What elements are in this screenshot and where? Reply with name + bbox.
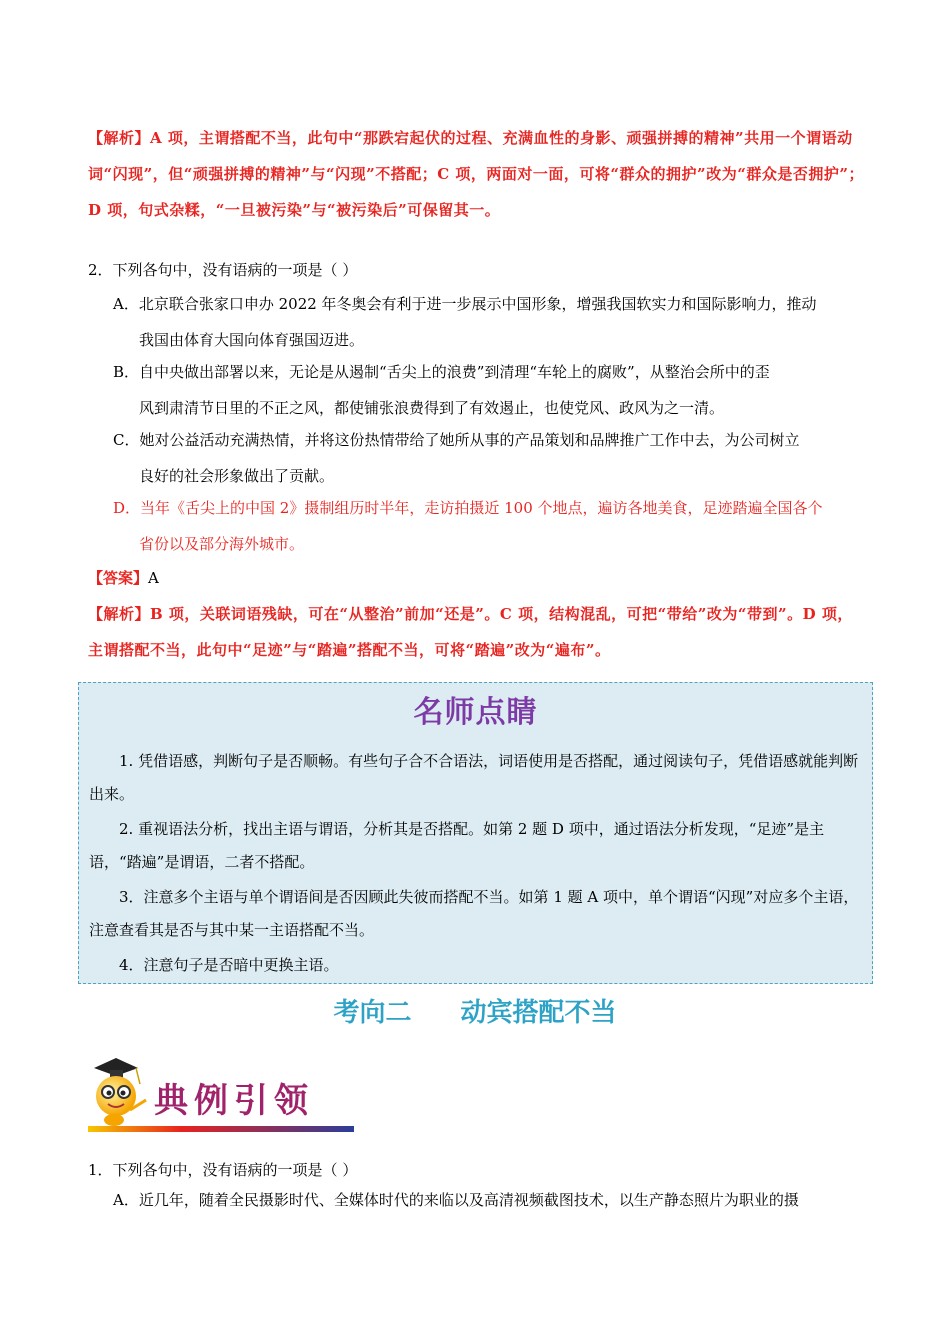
tip-text: 1. 凭借语感，判断句子是否顺畅。有些句子合不合语法，词语使用是否搭配，通过阅读句子，凭借语感就能判断出来。: [89, 752, 859, 803]
analysis-tag: 【解析】: [88, 129, 151, 147]
tips-title: 名师点睛: [413, 695, 538, 730]
example-lead-banner: [86, 1054, 356, 1136]
option-c: [113, 422, 863, 494]
tip-text: 2. 重视语法分析，找出主语与谓语，分析其是否搭配。如第 2 题 D 项中，通过语法分析发现，“足迹”是主语，“踏遍”是谓语，二者不搭配。: [89, 820, 825, 871]
analysis-text: B 项，关联词语残缺，可在“从整治”前加“还是”。C 项，结构混乱，可把“带给”改为“带到”。D 项，主谓搭配不当，此句中“足迹”与“踏遍”搭配不当，可将“踏遍”改为“遍布”。: [88, 605, 853, 659]
tip-item-4: [89, 949, 864, 982]
teacher-tips-box: [78, 682, 873, 984]
option-text-line1: 自中央做出部署以来，无论是从遏制“舌尖上的浪费”到清理“车轮上的腐败”，从整治会所中的歪: [139, 363, 770, 381]
option-text-line1: 北京联合张家口申办 2022 年冬奥会有利于进一步展示中国形象，增强我国软实力和国际影响力，推动: [138, 295, 817, 313]
section-title: 考向二 动宾搭配不当: [333, 998, 617, 1028]
option-label: A．: [113, 295, 139, 313]
answer-value: A: [148, 569, 159, 587]
option-label: B．: [113, 363, 140, 381]
tip-item-3: [89, 881, 864, 947]
analysis-paragraph-1: [88, 120, 868, 228]
banner-text: 典例引领: [154, 1081, 314, 1121]
question-2-stem: 2．下列各句中，没有语病的一项是（ ）: [88, 261, 358, 279]
question-1-option-a: A．近几年，随着全民摄影时代、全媒体时代的来临以及高清视频截图技术，以生产静态照片为职业的摄: [113, 1191, 799, 1209]
option-text-line2: 风到肃清节日里的不正之风，都使铺张浪费得到了有效遏止，也使党风、政风为之一清。: [139, 399, 725, 417]
option-label: D．: [113, 499, 141, 517]
option-label: C．: [113, 431, 140, 449]
option-text-line2: 良好的社会形象做出了贡献。: [139, 467, 335, 485]
option-b: [113, 354, 863, 426]
graduate-mascot-icon: [86, 1054, 356, 1136]
option-text-line1: 当年《舌尖上的中国 2》摄制组历时半年，走访拍摄近 100 个地点，遍访各地美食，足迹踏遍全国各个: [140, 499, 823, 517]
question-1-stem: 1．下列各句中，没有语病的一项是（ ）: [88, 1161, 358, 1179]
analysis-tag: 【解析】: [88, 605, 151, 623]
tip-text: 3．注意多个主语与单个谓语间是否因顾此失彼而搭配不当。如第 1 题 A 项中，单个谓语“闪现”对应多个主语，注意查看其是否与其中某一主语搭配不当。: [89, 888, 859, 939]
option-text-line2: 省份以及部分海外城市。: [139, 535, 305, 553]
tip-item-2: [89, 813, 864, 879]
analysis-text: A 项，主谓搭配不当，此句中“那跌宕起伏的过程、充满血性的身影、顽强拼搏的精神”共用一个谓语动词“闪现”，但“顽强拼搏的精神”与“闪现”不搭配；C 项，两面对一面，可将“群众的拥护”改为“群众是否拥护”；D 项，句式杂糅，“一旦被污染”与“被污染后”可保留其一。: [88, 129, 864, 219]
option-text-line2: 我国由体育大国向体育强国迈进。: [139, 331, 365, 349]
tip-text: 4．注意句子是否暗中更换主语。: [119, 956, 339, 974]
option-text-line1: 她对公益活动充满热情，并将这份热情带给了她所从事的产品策划和品牌推广工作中去，为公司树立: [139, 431, 800, 449]
answer-line: [88, 566, 868, 590]
option-a: [113, 286, 863, 358]
answer-tag: 【答案】: [88, 569, 149, 587]
tip-item-1: [89, 745, 864, 811]
option-d: [113, 490, 863, 562]
analysis-paragraph-2: [88, 596, 868, 668]
